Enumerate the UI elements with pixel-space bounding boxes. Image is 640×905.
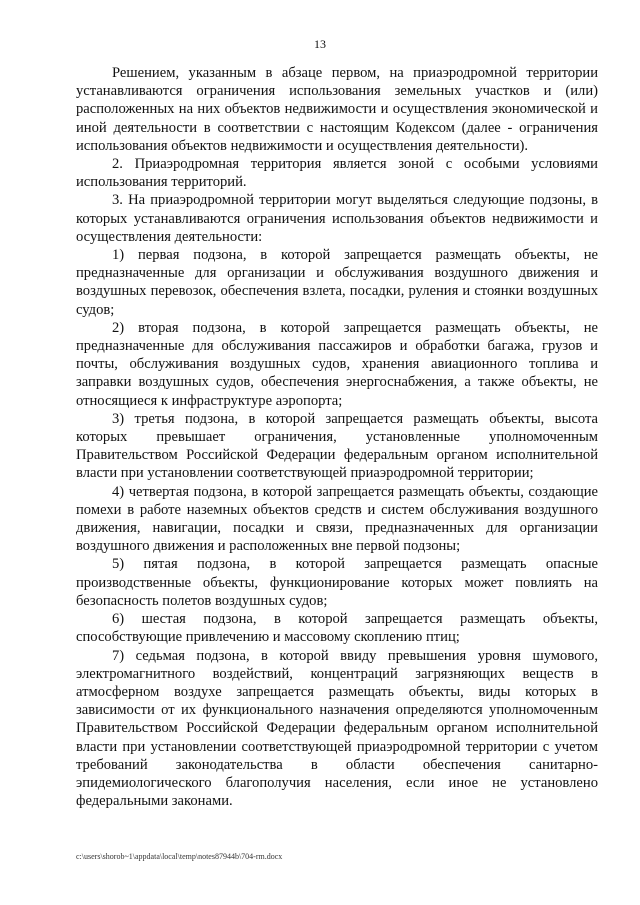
paragraph-subzone-6: 6) шестая подзона, в которой запрещается размещать объекты, способствующие привлечению и массовому скоплению птиц;	[76, 611, 598, 646]
paragraph-subzone-7: 7) седьмая подзона, в которой ввиду превышения уровня шумового, электромагнитного воздействий, концентраций загрязняющих веществ в атмосферном воздухе запрещается размещать объекты, виды которых в зависимости от их функционального назначения определяются уполномоченным Правительством Российской Федерации федеральным органом исполнительной власти при установлении соответствующей приаэродромной территории с учетом требований законодательства в области обеспечения санитарно-эпидемиологического благополучия населения, если иное не установлено федеральными законами.	[76, 647, 598, 810]
paragraph-subzone-3: 3) третья подзона, в которой запрещается размещать объекты, высота которых превышает ограничения, установленные уполномоченным Правительством Российской Федерации федеральным органом исполнительной власти при установлении соответствующей приаэродромной территории;	[76, 410, 598, 482]
paragraph-subzone-1: 1) первая подзона, в которой запрещается размещать объекты, не предназначенные для организации и обслуживания воздушного движения и воздушных перевозок, обеспечения взлета, посадки, руления и стоянки воздушных судов;	[76, 247, 598, 318]
paragraph-subzone-5: 5) пятая подзона, в которой запрещается размещать опасные производственные объекты, функционирование которых может повлиять на безопасность полетов воздушных судов;	[76, 556, 598, 609]
footer-file-path: c:\users\shorob~1\appdata\local\temp\notes87944b\704-rm.docx	[76, 852, 283, 861]
document-body	[76, 64, 598, 810]
paragraph-intro: Решением, указанным в абзаце первом, на приаэродромной территории устанавливаются ограничения использования земельных участков и (или) расположенных на них объектов недвижимости и осуществления экономической и иной деятельности в соответствии с настоящим Кодексом (далее - ограничения использования объектов недвижимости и осуществления деятельности).	[76, 65, 598, 154]
paragraph-item-3: 3. На приаэродромной территории могут выделяться следующие подзоны, в которых устанавливаются ограничения использования объектов недвижимости и осуществления деятельности:	[76, 192, 598, 245]
paragraph-subzone-2: 2) вторая подзона, в которой запрещается размещать объекты, не предназначенные для обслуживания пассажиров и обработки багажа, грузов и почты, обслуживания воздушных судов, хранения авиационного топлива и заправки воздушных судов, обеспечения энергоснабжения, а также объекты, не относящиеся к инфраструктуре аэропорта;	[76, 319, 598, 409]
paragraph-item-2: 2. Приаэродромная территория является зоной с особыми условиями использования территорий.	[76, 156, 598, 191]
paragraph-subzone-4: 4) четвертая подзона, в которой запрещается размещать объекты, создающие помехи в работе наземных объектов средств и систем обслуживания воздушного движения, навигации, посадки и связи, предназначенных для организации воздушного движения и расположенных вне первой подзоны;	[76, 483, 598, 555]
page-number: 13	[314, 37, 326, 51]
